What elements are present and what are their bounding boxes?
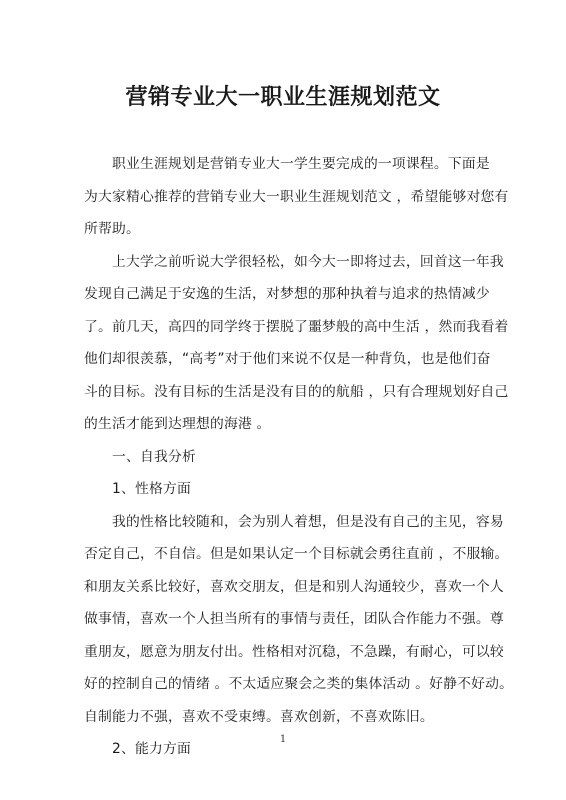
page-number: 1 bbox=[279, 734, 287, 745]
text-line: 1、性格方面 bbox=[112, 481, 191, 497]
text-line: 一、自我分析 bbox=[112, 448, 196, 465]
text-line: 好的控制自己的情绪 。不太适应聚会之类的集体活动 。好静不好动。 bbox=[84, 676, 514, 692]
text-line: 我的性格比较随和，会为别人着想，但是没有自己的主见，容易 bbox=[112, 513, 504, 530]
text-line: 为大家精心推荐的营销专业大一职业生涯规划范文 ，希望能够对您有 bbox=[84, 188, 509, 205]
document-title: 营销专业大一职业生涯规划范文 bbox=[125, 85, 441, 110]
text-line: 他们却很羡慕，“高考”对于他们来说不仅是一种背负，也是他们奋 bbox=[84, 351, 491, 367]
text-line: 斗的目标。没有目标的生活是没有目的的航船 ，只有合理规划好自己 bbox=[84, 383, 509, 400]
text-line: 了。前几天，高四的同学终于摆脱了噩梦般的高中生活 ，然而我看着 bbox=[84, 318, 509, 335]
document-body bbox=[84, 148, 514, 766]
text-line: 职业生涯规划是营销专业大一学生要完成的一项课程。下面是 bbox=[112, 156, 490, 172]
text-line: 发现自己满足于安逸的生活，对梦想的那种执着与追求的热情减少 bbox=[84, 286, 490, 302]
text-line: 的生活才能到达理想的海港 。 bbox=[84, 416, 271, 432]
text-line: 否定自己，不自信。但是如果认定一个目标就会勇往直前 ，不服输。 bbox=[84, 546, 509, 562]
text-line: 重朋友，愿意为朋友付出。性格相对沉稳，不急躁，有耐心，可以较 bbox=[84, 643, 504, 660]
text-line: 自制能力不强，喜欢不受束缚。喜欢创新，不喜欢陈旧。 bbox=[84, 708, 434, 725]
text-line: 做事情，喜欢一个人担当所有的事情与责任，团队合作能力不强。尊 bbox=[84, 611, 504, 627]
text-line: 上大学之前听说大学很轻松，如今大一即将过去，回首这一年我 bbox=[112, 253, 504, 270]
text-line: 和朋友关系比较好，喜欢交朋友，但是和别人沟通较少，喜欢一个人 bbox=[84, 578, 504, 595]
text-line: 所帮助。 bbox=[84, 221, 140, 237]
text-line: 2、能力方面 bbox=[112, 741, 191, 757]
